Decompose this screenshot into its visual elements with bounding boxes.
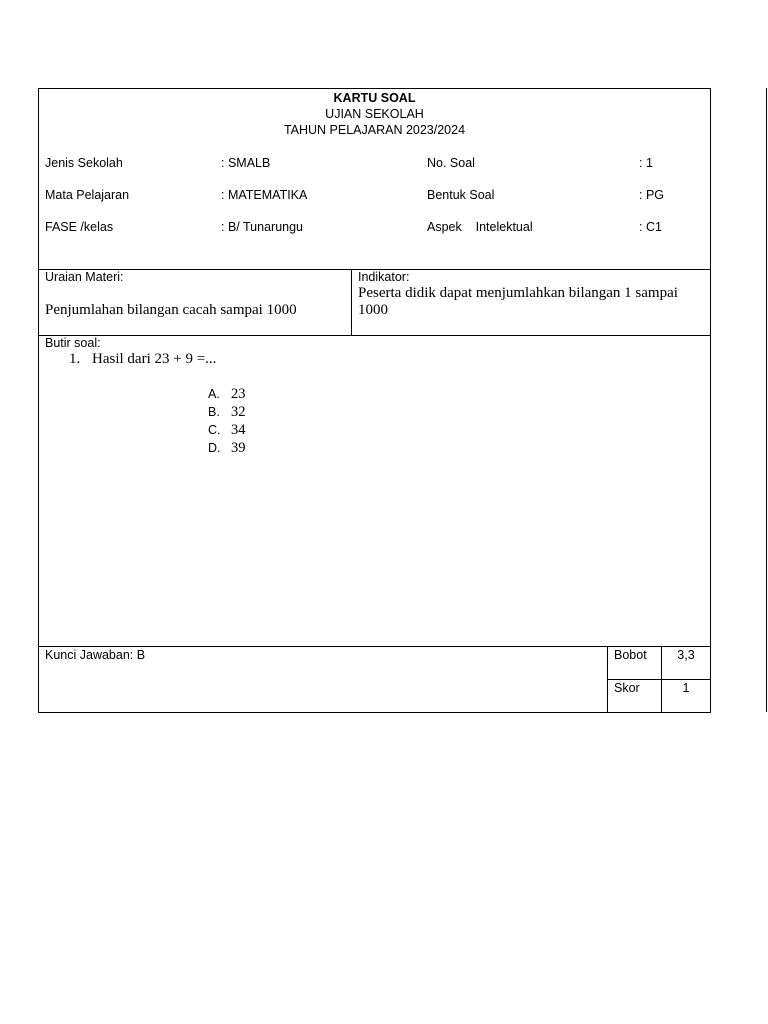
bentuk-soal-label: Bentuk Soal — [427, 188, 495, 202]
option-c-value: 34 — [231, 422, 246, 438]
indikator-text-line1: Peserta didik dapat menjumlahkan bilangan 1 sampai — [358, 285, 678, 301]
card-title: KARTU SOAL — [333, 91, 416, 105]
divider-materi-indikator — [351, 269, 352, 335]
option-d-letter: D. — [208, 441, 221, 455]
indikator-text-line2: 1000 — [358, 302, 388, 318]
option-d-value: 39 — [231, 440, 246, 456]
indikator-label: Indikator: — [358, 270, 410, 284]
aspek-label: Aspek Intelektual — [427, 220, 533, 234]
option-b-letter: B. — [208, 405, 220, 419]
skor-value: 1 — [682, 681, 690, 695]
bobot-label: Bobot — [614, 648, 647, 662]
jenis-sekolah-value: : SMALB — [221, 156, 271, 170]
bobot-value: 3,3 — [677, 648, 695, 662]
option-b-value: 32 — [231, 404, 246, 420]
academic-year: TAHUN PELAJARAN 2023/2024 — [283, 123, 466, 137]
skor-label: Skor — [614, 681, 640, 695]
divider-materi — [39, 335, 710, 336]
question-number: 1. — [69, 351, 81, 367]
no-soal-label: No. Soal — [427, 156, 475, 170]
bentuk-soal-value: : PG — [639, 188, 665, 202]
page-edge-line — [766, 88, 767, 712]
no-soal-value: : 1 — [639, 156, 653, 170]
option-c-letter: C. — [208, 423, 221, 437]
mata-pelajaran-value: : MATEMATIKA — [221, 188, 308, 202]
option-a-letter: A. — [208, 387, 220, 401]
aspek-value: : C1 — [639, 220, 662, 234]
uraian-materi-label: Uraian Materi: — [45, 270, 124, 284]
fase-kelas-label: FASE /kelas — [45, 220, 114, 234]
fase-kelas-value: : B/ Tunarungu — [221, 220, 304, 234]
question-text: Hasil dari 23 + 9 =... — [92, 351, 217, 367]
option-a-value: 23 — [231, 386, 246, 402]
kunci-jawaban: Kunci Jawaban: B — [45, 648, 146, 662]
uraian-materi-text: Penjumlahan bilangan cacah sampai 1000 — [45, 302, 297, 318]
question-card — [38, 88, 711, 713]
mata-pelajaran-label: Mata Pelajaran — [45, 188, 130, 202]
butir-soal-label: Butir soal: — [45, 336, 101, 350]
jenis-sekolah-label: Jenis Sekolah — [45, 156, 123, 170]
exam-name: UJIAN SEKOLAH — [325, 107, 424, 121]
